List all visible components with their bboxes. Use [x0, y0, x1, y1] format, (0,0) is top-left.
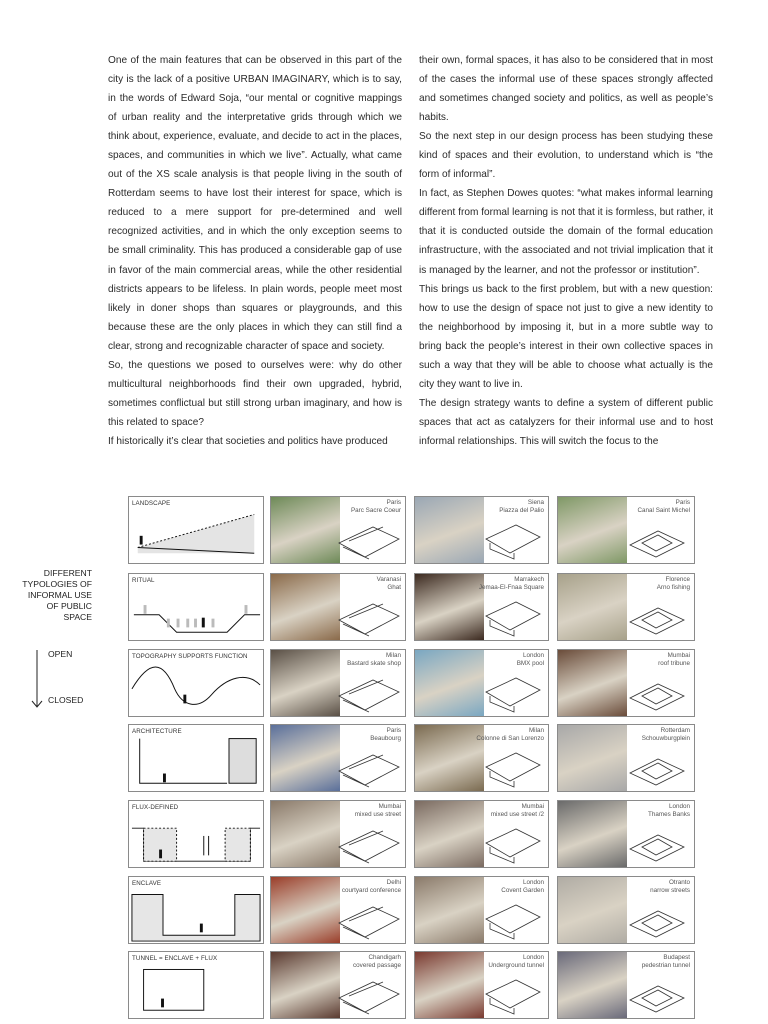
example-card	[270, 573, 406, 641]
example-city: Florence	[665, 576, 690, 583]
example-place: pedestrian tunnel	[641, 962, 690, 969]
example-caption	[474, 576, 544, 592]
example-photo	[271, 574, 340, 640]
example-place: Piazza del Palio	[499, 507, 544, 514]
example-place: Arno fishing	[656, 584, 690, 591]
example-card	[557, 800, 695, 868]
paragraph: So the next step in our design process has been studying these kind of spaces and their evolution, to understand which is “the form of informal”.	[419, 131, 713, 181]
example-place: Jemaa-El-Fnaa Square	[478, 584, 544, 591]
example-photo	[558, 952, 627, 1018]
example-caption	[474, 727, 544, 743]
example-card	[270, 496, 406, 564]
typology-label: LANDSCAPE	[132, 500, 171, 507]
example-card	[414, 573, 549, 641]
paragraph: The design strategy wants to define a system of different public spaces that act as catalyzers for their informal use and to host informal relationships. This will switch the focus to the	[419, 397, 713, 447]
example-caption	[620, 652, 690, 668]
typology-label: ENCLAVE	[132, 880, 162, 887]
example-city: Mumbai	[378, 803, 401, 810]
example-photo	[558, 801, 627, 867]
example-city: Siena	[527, 499, 544, 506]
example-city: Mumbai	[667, 652, 690, 659]
example-photo	[271, 725, 340, 791]
closed-label: CLOSED	[48, 695, 84, 705]
typology-diagram	[128, 876, 264, 944]
example-card	[557, 496, 695, 564]
example-caption	[620, 576, 690, 592]
example-city: Paris	[386, 727, 401, 734]
example-city: Marrakech	[514, 576, 544, 583]
example-place: Parc Sacre Coeur	[350, 507, 401, 514]
example-caption	[331, 576, 401, 592]
paragraph: their own, formal spaces, it has also to be considered that in most of the cases the informal use of these spaces strongly affected and sometimes changed society and politics, as well as people’s habits.	[419, 55, 713, 124]
open-label: OPEN	[48, 649, 73, 659]
example-caption	[331, 727, 401, 743]
example-place: roof tribune	[658, 660, 690, 667]
example-caption	[620, 803, 690, 819]
typology-diagram	[128, 573, 264, 641]
typology-diagram	[128, 496, 264, 564]
example-place: Covent Garden	[501, 887, 544, 894]
example-card	[270, 876, 406, 944]
example-photo	[271, 650, 340, 716]
example-place: mixed use street	[354, 811, 401, 818]
example-card	[414, 649, 549, 717]
example-card	[414, 876, 549, 944]
example-city: Budapest	[663, 954, 690, 961]
example-place: Beaubourg	[370, 735, 401, 742]
example-place: Canal Saint Michel	[637, 507, 690, 514]
typology-label: RITUAL	[132, 577, 155, 584]
example-card	[414, 724, 549, 792]
example-card	[557, 724, 695, 792]
paragraph: This brings us back to the first problem, but with a new question: how to use the design of space not just to give a new identity to the neighborhood by imposing it, but in a more subtle way to bring back the people’s interest in their own collective spaces in such a way that they will be able to choose what actually is the city they want to live in.	[419, 283, 713, 390]
example-place: mixed use street /2	[490, 811, 544, 818]
example-place: Thames Banks	[648, 811, 690, 818]
example-city: London	[522, 954, 544, 961]
typology-diagram	[128, 800, 264, 868]
example-city: London	[668, 803, 690, 810]
example-place: BMX pool	[516, 660, 544, 667]
example-card	[414, 496, 549, 564]
example-place: Schouwburgplein	[641, 735, 690, 742]
example-caption	[331, 652, 401, 668]
example-photo	[271, 801, 340, 867]
example-photo	[271, 497, 340, 563]
example-card	[270, 800, 406, 868]
example-place: Underground tunnel	[488, 962, 544, 969]
example-photo	[271, 877, 340, 943]
example-city: Mumbai	[521, 803, 544, 810]
example-city: London	[522, 652, 544, 659]
example-place: Ghat	[387, 584, 401, 591]
example-city: Milan	[528, 727, 544, 734]
example-caption	[620, 954, 690, 970]
example-place: covered passage	[353, 962, 401, 969]
example-city: Chandigarh	[368, 954, 401, 961]
example-caption	[474, 954, 544, 970]
example-photo	[558, 725, 627, 791]
example-card	[557, 649, 695, 717]
example-photo	[558, 574, 627, 640]
paragraph: In fact, as Stephen Dowes quotes: “what makes informal learning different from formal learning is not that it is formless, but rather, it that it is conducted outside the domain of the formal education infrastructure, with the associated and not trivial implication that it is managed by the learner, and not the professor or institution”.	[419, 188, 713, 276]
example-card	[557, 951, 695, 1019]
typology-label: ARCHITECTURE	[132, 728, 182, 735]
example-city: Otranto	[669, 879, 690, 886]
example-city: Varanasi	[376, 576, 401, 583]
example-card	[557, 876, 695, 944]
paragraph: If historically it’s clear that societies and politics have produced	[108, 435, 388, 447]
example-caption	[474, 803, 544, 819]
example-caption	[331, 954, 401, 970]
example-caption	[620, 499, 690, 515]
example-caption	[620, 727, 690, 743]
typology-diagram	[128, 951, 264, 1019]
example-place: narrow streets	[650, 887, 690, 894]
example-card	[414, 951, 549, 1019]
example-photo	[558, 497, 627, 563]
example-caption	[474, 879, 544, 895]
example-caption	[620, 879, 690, 895]
example-card	[270, 649, 406, 717]
example-photo	[271, 952, 340, 1018]
example-card	[414, 800, 549, 868]
example-card	[557, 573, 695, 641]
typology-label: TUNNEL = ENCLAVE + FLUX	[132, 955, 218, 962]
example-city: Paris	[386, 499, 401, 506]
example-caption	[331, 499, 401, 515]
example-card	[270, 951, 406, 1019]
example-city: Paris	[675, 499, 690, 506]
example-photo	[558, 650, 627, 716]
example-caption	[474, 499, 544, 515]
example-card	[270, 724, 406, 792]
example-caption	[331, 803, 401, 819]
paragraph: One of the main features that can be observed in this part of the city is the lack of a positive URBAN IMAGINARY, which is to say, in the words of Edward Soja, “our mental or cognitive mappings of urban reality and the interpretative grids through which we think about, experience, evaluate, and decide to act in the places, spaces, and communities in which we live”. Actually, what came out of the XS scale analysis is that people living in the south of Rotterdam seems to have lost their interest for space, which is reduced to a mere support for pre-determined and well recognized activities, and in which the only exception seems to be small criminality. This has produced a considerable gap of use in favor of the main commercial areas, while the other residential districts appears to be lifeless. In plain words, people meet most likely in doner shops than squares or playgrounds, and this because these are the only places in which they can still find a clear, strong and recognizable character of space and society.	[108, 55, 402, 352]
example-city: Rotterdam	[660, 727, 690, 734]
typologies-title: DIFFERENT TYPOLOGIES OF INFORMAL USE OF PUBLIC SPACE	[22, 568, 92, 622]
paragraph: So, the questions we posed to ourselves were: why do other multicultural neighborhoods find their own upgraded, hybrid, sometimes conflictual but still strong urban imaginary, and how is this related to space?	[108, 359, 402, 428]
example-place: Bastard skate shop	[347, 660, 401, 667]
example-caption	[474, 652, 544, 668]
example-city: Milan	[385, 652, 401, 659]
example-place: Colonne di San Lorenzo	[476, 735, 544, 742]
typology-diagram	[128, 649, 264, 717]
example-caption	[331, 879, 401, 895]
typology-diagram	[128, 724, 264, 792]
typology-label: TOPOGRAPHY SUPPORTS FUNCTION	[132, 653, 248, 660]
example-place: courtyard conference	[341, 887, 401, 894]
example-photo	[558, 877, 627, 943]
example-city: Delhi	[386, 879, 401, 886]
typology-label: FLUX-DEFINED	[132, 804, 179, 811]
example-city: London	[522, 879, 544, 886]
